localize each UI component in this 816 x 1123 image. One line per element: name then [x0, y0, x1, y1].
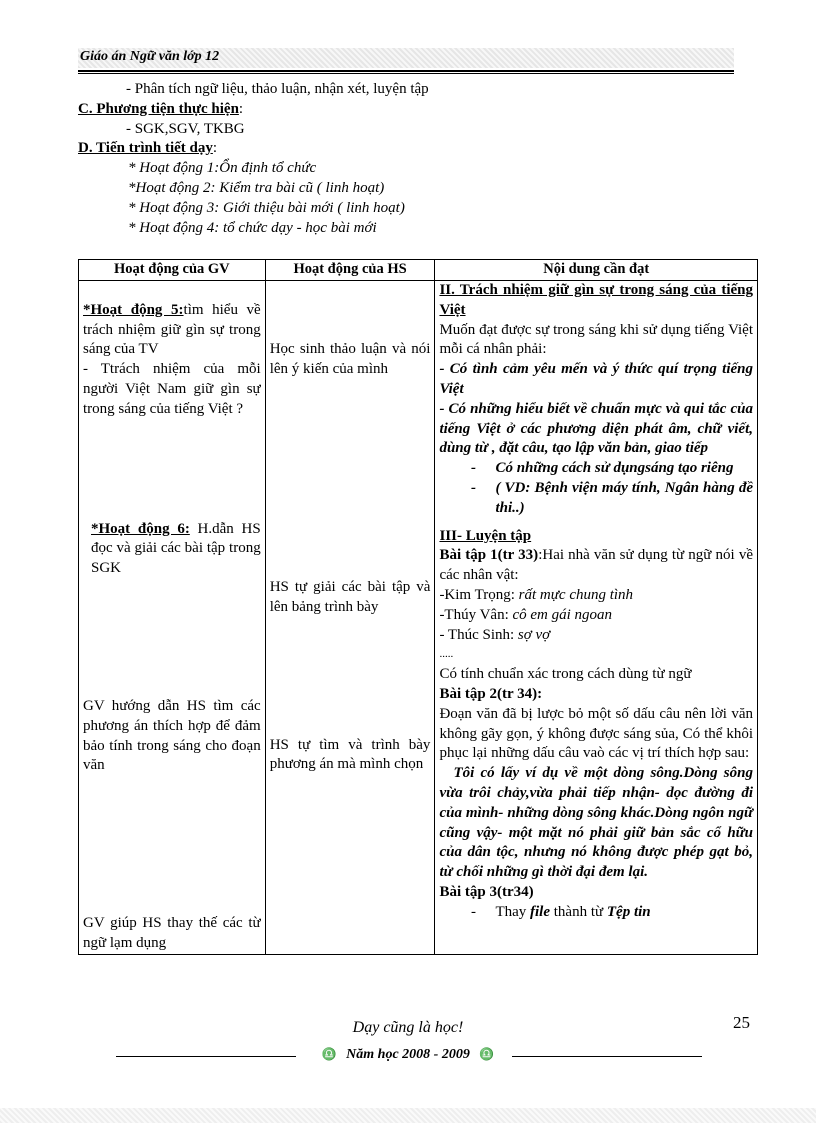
section-c-item: - SGK,SGV, TKBG	[126, 120, 245, 137]
hs-find: HS tự tìm và trình bày phương án mà mình chọn	[269, 736, 431, 773]
activity-6: *Hoạt động 6: H.dẫn HS đọc và giải các bài tập trong SGK	[91, 520, 261, 577]
footer-year: ♎ Năm học 2008 - 2009 ♎	[321, 1047, 495, 1062]
header-title: Giáo án Ngữ văn lớp 12	[80, 49, 220, 64]
section-d-heading: D. Tiến trình tiết dạy:	[78, 140, 218, 157]
footer-rule-right	[512, 1056, 702, 1057]
hs-discuss: Học sinh thảo luận và nói lên ý kiến của mình	[269, 341, 431, 378]
section-3-title: III- Luyện tập	[439, 527, 532, 544]
bottom-band	[0, 1108, 816, 1123]
exercise-2-label: Bài tập 2(tr 34):	[439, 685, 543, 702]
character-thuy-van: -Thúy Vân: cô em gái ngoan	[439, 606, 613, 623]
header-hs: Hoạt động của HS	[265, 260, 435, 281]
table-header-row	[79, 260, 758, 281]
activity-5: *Hoạt động 5:tìm hiểu về trách nhiệm giữ gìn sự trong sáng của TV	[83, 301, 261, 358]
ellipsis: .....	[439, 648, 454, 661]
gv-help: GV giúp HS thay thế các từ ngữ lạm dụng	[83, 915, 261, 951]
section-2-title: II. Trách nhiệm giữ gìn sự trong sáng của tiếng Việt	[439, 282, 753, 318]
activity-item: *Hoạt động 2: Kiểm tra bài cũ ( linh hoạt)	[128, 179, 385, 196]
gv-guide: GV hướng dẫn HS tìm các phương án thích hợp để đảm bảo tính trong sáng cho đoạn văn	[83, 697, 261, 774]
libra-icon: ♎	[479, 1047, 495, 1061]
table-row	[79, 281, 758, 955]
header-content: Nội dung cần đạt	[435, 260, 758, 281]
activity-item: * Hoạt động 4: tổ chức dạy - học bài mới	[128, 219, 377, 236]
character-thuc-sinh: - Thúc Sinh: sợ vợ	[439, 626, 551, 643]
exercise-2-passage: Tôi có lấy ví dụ về một dòng sông.Dòng sông vừa trôi chảy,vừa phải tiếp nhận- dọc đường đi của mình- những dòng sông khác.Dòng ngôn ngữ cũng vậy- một mặt nó phải giữ bản sắc cổ hữu của dân tộc, nhưng nó không được phép gạt bỏ, từ chối những gì thời đại đem lại.	[439, 765, 753, 881]
page-number: 25	[733, 1013, 750, 1032]
header-gv: Hoạt động của GV	[79, 260, 266, 281]
section-c-heading: C. Phương tiện thực hiện:	[78, 100, 244, 117]
hs-column	[265, 281, 435, 955]
exercise-2-text: Đoạn văn đã bị lược bỏ một số dấu câu nên lời văn không gãy gọn, ý không được sáng sủa, Có thể khôi phục lại những dấu câu vaò các vị trí thích hợp sau:	[439, 705, 753, 762]
gv-question: - Ttrách nhiệm của mỗi người Việt Nam giữ gìn sự trong sáng của tiếng Việt ?	[83, 361, 261, 417]
exercise-1-conclusion: Có tính chuẩn xác trong cách dùng từ ngữ	[439, 666, 692, 683]
section-2-intro: Muốn đạt được sự trong sáng khi sử dụng tiếng Việt mỗi cá nhân phải:	[439, 321, 753, 358]
sub-point: - Có những cách sử dụngsáng tạo riêng	[470, 460, 734, 477]
exercise-3-label: Bài tập 3(tr34)	[439, 883, 534, 900]
libra-icon: ♎	[321, 1047, 337, 1061]
gv-column	[79, 281, 266, 955]
sub-point: - ( VD: Bệnh viện máy tính, Ngân hàng đề thi..)	[470, 479, 753, 516]
point-2: - Có những hiểu biết về chuẩn mực và qui tắc của tiếng Việt ở các phương diện phát âm, chữ viết, dùng từ , đặt câu, tạo lập văn bản, giao tiếp	[439, 400, 753, 457]
activity-item: * Hoạt động 3: Giới thiệu bài mới ( linh hoạt)	[128, 199, 405, 216]
header-rule-thin	[78, 73, 734, 74]
header-rule	[78, 70, 734, 72]
footer-slogan: Dạy cũng là học!	[352, 1019, 464, 1036]
method-line: - Phân tích ngữ liệu, thảo luận, nhận xét, luyện tập	[126, 81, 429, 97]
page-header	[78, 48, 734, 68]
point-1: - Có tình cảm yêu mến và ý thức quí trọng tiếng Việt	[439, 361, 753, 397]
activity-item: * Hoạt động 1:Ổn định tổ chức	[128, 160, 317, 177]
lesson-table	[78, 259, 758, 955]
exercise-1: Bài tập 1(tr 33):Hai nhà văn sử dụng từ ngữ nói về các nhân vật:	[439, 547, 753, 584]
lesson-intro	[78, 80, 738, 238]
hs-solve: HS tự giải các bài tập và lên bảng trình bày	[269, 578, 431, 615]
exercise-3-item: - Thay file thành từ Tệp tin	[470, 903, 651, 920]
character-kim-trong: -Kim Trọng: rất mực chung tình	[439, 586, 634, 603]
content-column	[435, 281, 758, 955]
